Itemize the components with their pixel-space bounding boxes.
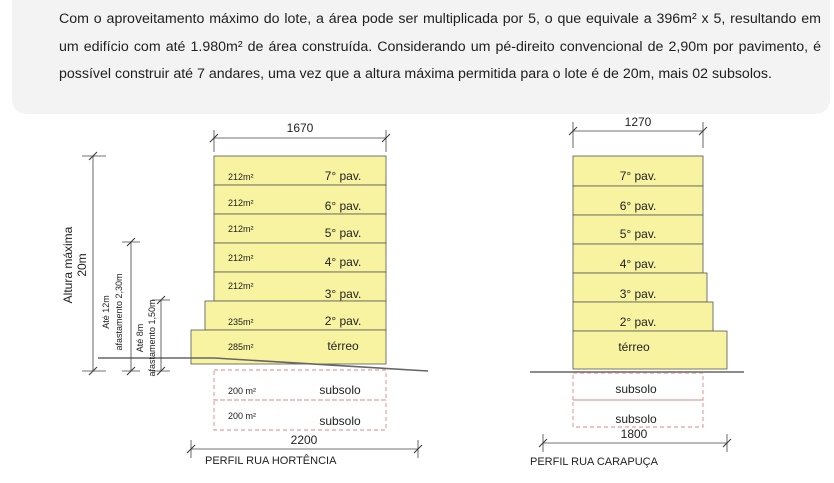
- left-floor-4-area: 212m²: [228, 253, 254, 263]
- left-floor-5-area: 212m²: [228, 224, 254, 234]
- right-bottom-width-label: 1800: [620, 427, 648, 441]
- left-basement-1-area: 200 m²: [228, 386, 257, 396]
- right-floor-terreo: [573, 331, 727, 369]
- left-floor-4-name: 4° pav.: [324, 255, 362, 269]
- right-floors: [573, 156, 727, 369]
- left-basement-1-name: subsolo: [319, 383, 361, 397]
- left-floor-2-area: 235m²: [228, 317, 254, 327]
- height-12m-dimension: [101, 238, 140, 375]
- right-floor-3-name: 3° pav.: [619, 287, 657, 301]
- height-8m-setback: afastamento 1,50m: [147, 299, 157, 377]
- right-floor-7-name: 7° pav.: [619, 169, 657, 183]
- left-floor-terreo-name: térreo: [327, 339, 359, 353]
- right-top-width-label: 1270: [624, 115, 652, 129]
- height-12m-setback: afastamento 2,30m: [114, 273, 124, 351]
- left-floor-7-area: 212m²: [228, 172, 254, 182]
- max-height-value: 20m: [75, 253, 89, 277]
- height-8m-dimension: [135, 296, 170, 377]
- left-floor-3-area: 212m²: [228, 281, 254, 291]
- intro-paragraph: Com o aproveitamento máximo do lote, a área pode ser multiplicada por 5, o que equivale a 396m² x 5, resultando em um edifício com até 1.980m² de área construída. Considerando um pé-direito convencional de 2,90m por pavimento, é possível construir até 7 andares, uma vez que a altura máxima permitida para o lote é de 20m, mais 02 subsolos.: [59, 11, 821, 83]
- left-floor-3-name: 3° pav.: [324, 287, 362, 301]
- left-basement-2-name: subsolo: [319, 414, 361, 428]
- left-floors: [191, 156, 386, 364]
- left-bottom-width-label: 2200: [290, 433, 318, 447]
- right-floor-4-name: 4° pav.: [619, 257, 657, 271]
- right-bottom-width-dimension: [539, 427, 731, 452]
- left-floor-7-name: 7° pav.: [324, 169, 362, 183]
- right-basement-1-name: subsolo: [615, 382, 657, 396]
- right-floor-terreo-name: térreo: [618, 340, 650, 354]
- height-8m-label: Até 8m: [135, 323, 145, 353]
- right-floor-6-name: 6° pav.: [619, 199, 657, 213]
- left-floor-terreo-area: 285m²: [228, 342, 254, 352]
- left-floor-2-name: 2° pav.: [324, 314, 362, 328]
- right-basement-2-name: subsolo: [615, 412, 657, 426]
- right-floor-2-name: 2° pav.: [619, 315, 657, 329]
- left-floor-5-name: 5° pav.: [324, 226, 362, 240]
- left-basements: [214, 370, 386, 430]
- left-profile-caption: PERFIL RUA HORTÊNCIA: [205, 455, 337, 467]
- left-top-width-label: 1670: [286, 121, 314, 135]
- right-profile-caption: PERFIL RUA CARAPUÇA: [530, 456, 658, 468]
- right-floor-5-name: 5° pav.: [619, 227, 657, 241]
- left-floor-6-area: 212m²: [228, 198, 254, 208]
- left-floor-6-name: 6° pav.: [324, 199, 362, 213]
- max-height-dimension: [61, 152, 106, 375]
- left-top-width-dimension: [210, 121, 390, 152]
- max-height-label: Altura máxima: [61, 226, 75, 304]
- left-basement-2-area: 200 m²: [228, 411, 257, 421]
- height-12m-label: Até 12m: [101, 295, 111, 329]
- right-profile: [530, 115, 744, 468]
- right-basements: [573, 373, 703, 427]
- right-top-width-dimension: [569, 115, 707, 148]
- left-profile: [61, 121, 428, 467]
